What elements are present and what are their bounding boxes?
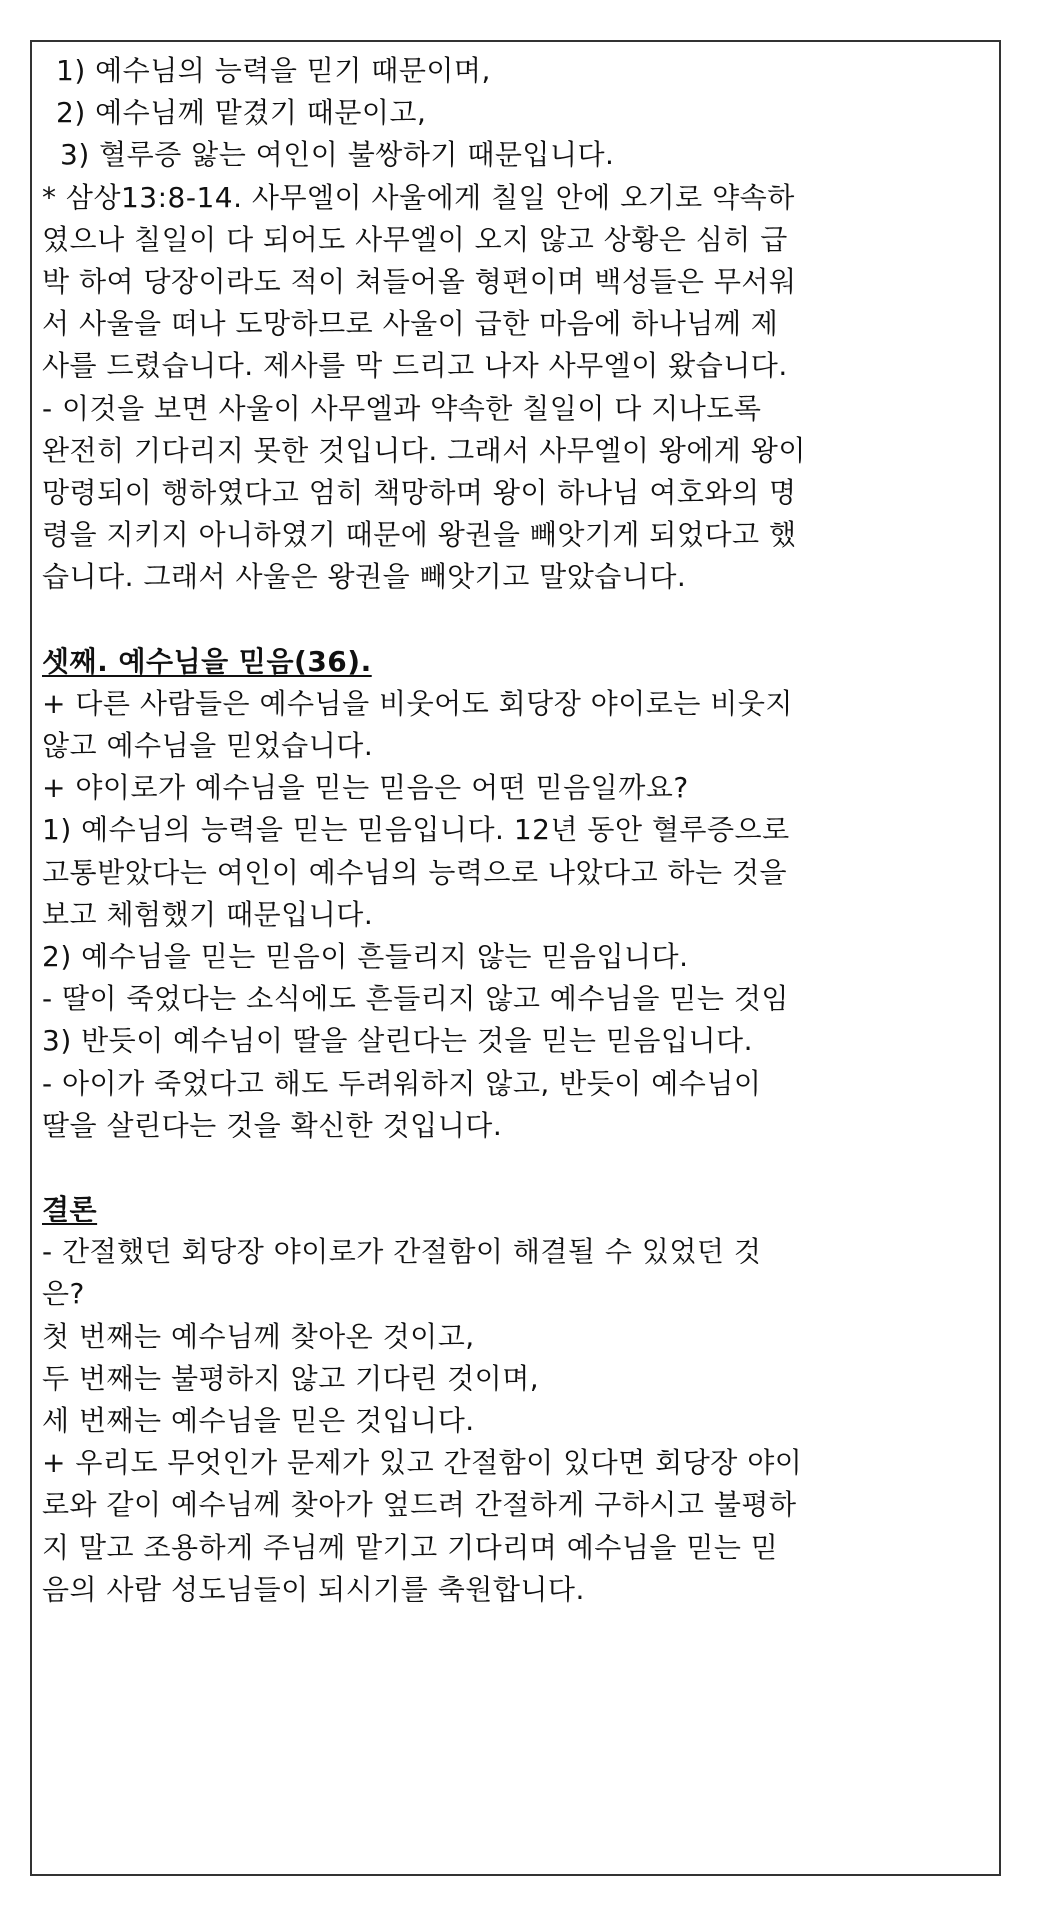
text-line: 첫 번째는 예수님께 찾아온 것이고,: [42, 1319, 475, 1353]
text-line: 두 번째는 불평하지 않고 기다린 것이며,: [42, 1361, 540, 1395]
text-line: 습니다. 그래서 사울은 왕권을 빼앗기고 말았습니다.: [42, 560, 687, 594]
text-line: 은?: [42, 1277, 85, 1311]
text-line: 세 번째는 예수님을 믿은 것입니다.: [42, 1404, 475, 1437]
text-line: 였으나 칠일이 다 되어도 사무엘이 오지 않고 상황은 심히 급: [42, 222, 788, 256]
text-line: 2) 예수님을 믿는 믿음이 흔들리지 않는 믿음입니다.: [42, 939, 689, 973]
text-line: - 이것을 보면 사울이 사무엘과 약속한 칠일이 다 지나도록: [42, 391, 762, 425]
text-line: 령을 지키지 아니하였기 때문에 왕권을 빼앗기게 되었다고 했: [42, 518, 797, 552]
section-heading: 셋째. 예수님을 믿음(36).: [42, 644, 372, 678]
text-line: + 다른 사람들은 예수님을 비웃어도 회당장 야이로는 비웃지: [42, 686, 793, 720]
blank-line: [42, 598, 982, 640]
text-line: 고통받았다는 여인이 예수님의 능력으로 나았다고 하는 것을: [42, 855, 788, 889]
text-line: 3) 반듯이 예수님이 딸을 살린다는 것을 믿는 믿음입니다.: [42, 1024, 753, 1058]
text-line: 보고 체험했기 때문입니다.: [42, 897, 374, 931]
text-line: 1) 예수님의 능력을 믿기 때문이며,: [56, 54, 491, 87]
text-line: + 야이로가 예수님을 믿는 믿음은 어떤 믿음일까요?: [42, 771, 689, 805]
text-line: 서 사울을 떠나 도망하므로 사울이 급한 마음에 하나님께 제: [42, 307, 779, 341]
text-line: 로와 같이 예수님께 찾아가 엎드려 간절하게 구하시고 불평하: [42, 1488, 797, 1522]
text-line: 망령되이 행하였다고 엄히 책망하며 왕이 하나님 여호와의 명: [42, 475, 797, 509]
text-line: 사를 드렸습니다. 제사를 막 드리고 나자 사무엘이 왔습니다.: [42, 349, 788, 383]
text-line: 2) 예수님께 맡겼기 때문이고,: [56, 96, 427, 130]
text-line: 딸을 살린다는 것을 확신한 것입니다.: [42, 1108, 503, 1142]
blank-line: [42, 1147, 982, 1189]
conclusion-heading: 결론: [42, 1193, 98, 1227]
text-line: - 딸이 죽었다는 소식에도 흔들리지 않고 예수님을 믿는 것임: [42, 982, 789, 1016]
document-body: [42, 50, 982, 1611]
text-line: 지 말고 조용하게 주님께 맡기고 기다리며 예수님을 믿는 믿: [42, 1530, 779, 1564]
text-line: - 아이가 죽었다고 해도 두려워하지 않고, 반듯이 예수님이: [42, 1066, 762, 1100]
text-line: 완전히 기다리지 못한 것입니다. 그래서 사무엘이 왕에게 왕이: [42, 433, 806, 467]
text-line: 않고 예수님을 믿었습니다.: [42, 729, 374, 762]
text-line: 1) 예수님의 능력을 믿는 믿음입니다. 12년 동안 혈루증으로: [42, 813, 790, 847]
text-line: 3) 혈루증 앓는 여인이 불쌍하기 때문입니다.: [60, 138, 615, 172]
text-line: 음의 사람 성도님들이 되시기를 축원합니다.: [42, 1572, 585, 1606]
text-line: 박 하여 당장이라도 적이 쳐들어올 형편이며 백성들은 무서워: [42, 264, 797, 298]
text-line: + 우리도 무엇인가 문제가 있고 간절함이 있다면 회당장 야이: [42, 1446, 803, 1480]
text-line: * 삼상13:8-14. 사무엘이 사울에게 칠일 안에 오기로 약속하: [42, 180, 795, 214]
text-line: - 간절했던 회당장 야이로가 간절함이 해결될 수 있었던 것: [42, 1235, 762, 1269]
